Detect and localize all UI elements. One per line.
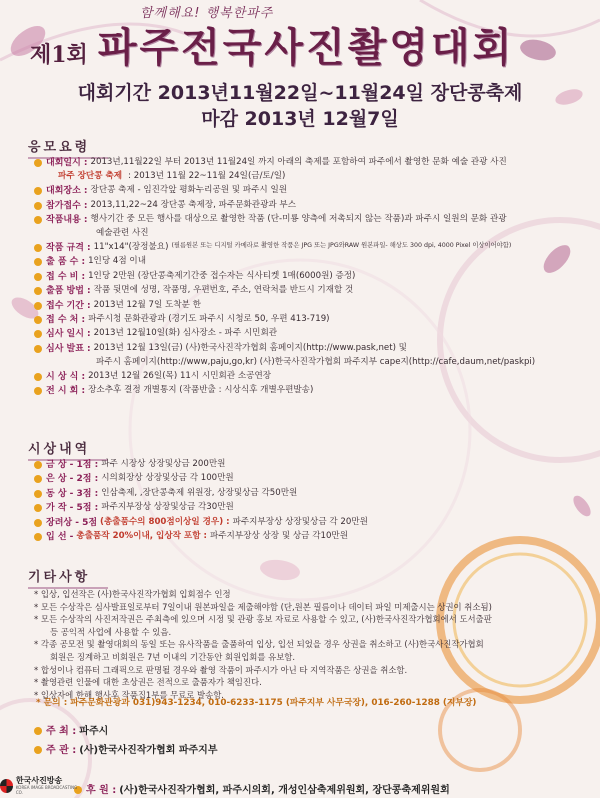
note-item: * 모든 수상작의 사진저작권은 주최측에 있으며 시정 및 관광 홍보 자료로 사용할 수 있고, (사)한국사진작가협회에서 도서출판 <box>34 614 492 625</box>
petal-decoration <box>258 555 302 585</box>
bullet-icon <box>34 461 42 469</box>
item-label: 출 품 수 : <box>46 257 86 268</box>
list-item <box>34 213 582 227</box>
item-value: 파주시 홈페이지(http://www,paju,go,kr) (사)한국사진작가협회 파주지부 cape지(http://cafe,daum,net/paskpi) <box>96 357 536 368</box>
item-label: 은 상 - 2점 : <box>46 474 99 485</box>
item-condition: 총출품작 20%이내, 입상작 포함 : <box>76 530 207 541</box>
note-item: 등 공익적 사업에 사용할 수 있음. <box>50 626 172 637</box>
item-label: 주 관 : <box>46 745 77 756</box>
item-label: 입 선 - <box>46 531 74 542</box>
item-value: 예술관련 사진 <box>96 228 149 239</box>
item-value: 장단콩 축제 - 임진각앞 평화누리공원 및 파주시 일원 <box>90 185 288 196</box>
bullet-icon <box>34 727 42 735</box>
item-label: 금 상 - 1점 : <box>46 460 99 470</box>
bullet-icon <box>34 330 42 338</box>
item-label: 후 원 : <box>86 785 117 796</box>
bullet-icon <box>34 159 42 167</box>
item-value: 작품 뒷면에 성명, 작품명, 우편번호, 주소, 연락처를 반드시 기재할 것 <box>93 285 354 296</box>
ordinal-label: 제1회 <box>30 42 88 68</box>
item-label: 가 작 - 5점 : <box>46 503 99 514</box>
item-label: 대회일시 : <box>46 158 88 168</box>
item-value: 11"x14"(장정불요) <box>93 242 169 253</box>
bullet-icon <box>34 490 42 498</box>
page-title: 파주전국사진촬영대회 <box>97 25 515 71</box>
item-label: 출품 방법 : <box>46 286 91 297</box>
list-item <box>34 241 582 255</box>
bullet-icon <box>34 345 42 353</box>
item-label: 심사 일시 : <box>46 329 91 340</box>
item-value: 2013년 12월 7일 도착분 한 <box>93 299 201 310</box>
item-value: 파주지부장상 상장및상금 각 20만원 <box>232 516 368 527</box>
item-label: 대회장소 : <box>46 186 88 197</box>
list-item <box>34 487 582 501</box>
list-item <box>34 472 582 486</box>
note-item: * 합성이나 컴퓨터 그래픽으로 판명될 경우와 촬영 작품이 파주시가 아닌 타 지역작품은 상권을 취소함. <box>34 664 408 675</box>
note-item: 회원은 징계하고 비회원은 7년 이내의 기간동안 회원입회를 유보함. <box>50 652 296 663</box>
item-value: 파주 시장상 상장및상금 200만원 <box>101 459 226 469</box>
list-item <box>34 384 582 398</box>
logo-text-block <box>16 777 80 795</box>
bullet-icon <box>34 244 42 252</box>
bullet-icon <box>34 387 42 395</box>
item-value: 2013년,11월22일 부터 2013년 11월24일 까지 아래의 축제를 포함하여 파주에서 촬영한 문화 예술 관광 사진 <box>90 157 507 167</box>
note-item: * 모든 수상작은 심사발표일로부터 7일이내 원본파일을 제출해야함 (단,원본 필름이나 데이터 파일 미제출시는 상권이 취소됨) <box>34 601 492 612</box>
list-item <box>34 530 582 544</box>
note-item: * 각종 공모전 및 촬영대회의 동일 또는 유사작품을 출품하여 입상, 입선 되었을 경우 상권을 취소하고 (사)한국사진작가협회 <box>34 639 484 650</box>
item-value: : 2013년 11월 22~11월 24일(금/토/일) <box>128 171 286 182</box>
list-item <box>34 184 582 198</box>
section-heading-guidelines: 응모요령 <box>28 136 108 159</box>
item-label: 참가접수 : <box>46 200 88 211</box>
item-value: 파주지부장상 상장 및 상금 각10만원 <box>209 530 349 541</box>
item-value: 2013,11,22~24 장단콩 축제장, 파주문화관광과 부스 <box>90 199 297 210</box>
item-label: 작품 규격 : <box>46 243 91 254</box>
item-label: 접 수 비 : <box>46 271 86 282</box>
item-label: 접수 기간 : <box>46 300 91 311</box>
bullet-icon <box>34 302 42 310</box>
list-item <box>34 199 582 213</box>
item-value: 시의회장상 상장및상금 각 100만원 <box>101 473 234 484</box>
guidelines-list <box>34 156 582 399</box>
broadcaster-logo <box>0 775 80 797</box>
bullet-icon <box>34 519 42 527</box>
item-label: 파주 장단콩 축제 <box>58 171 123 182</box>
bullet-icon <box>34 533 42 541</box>
item-value: 파주지부장상 상장및상금 각30만원 <box>101 502 234 513</box>
note-item: * 촬영관련 인물에 대한 초상권은 전적으로 출품자가 책임진다. <box>34 677 262 688</box>
bullet-icon <box>34 373 42 381</box>
item-label: 동 상 - 3점 : <box>46 488 99 499</box>
bullet-icon <box>34 316 42 324</box>
list-item <box>34 313 582 327</box>
contest-period: 대회기간 2013년11월22일~11월24일 장단콩축제 <box>77 82 523 104</box>
item-value: 2013년 12월 13일(금) (사)한국사진작가협회 홈페이지(http://www.pask,net) 및 <box>93 342 407 353</box>
item-label: 작품내용 : <box>46 214 88 225</box>
item-value: 장소추후 결정 개별통지 (작품반출 : 시상식후 개별우편발송) <box>88 385 314 396</box>
item-value: 행사기간 중 모든 행사를 대상으로 촬영한 작품 (단-미룡 양측에 저촉되지 않는 작품)과 파주시 일원의 문화 관광 <box>90 213 507 224</box>
section-heading-prizes: 시상내역 <box>28 438 108 461</box>
item-label: 장려상 - 5점 <box>46 517 98 528</box>
list-item <box>34 501 582 515</box>
item-value: 2013년 12월10일(화) 심사장소 - 파주 시민회관 <box>93 328 278 339</box>
contact-info: * 문의 : 파주문화관광과 031)943-1234, 010-6233-1175 (파주지부 사무국장), 016-260-1288 (지부장) <box>36 698 477 708</box>
logo-name: 한국사진방송 <box>15 776 63 785</box>
list-item <box>34 342 582 356</box>
organizer-manager <box>34 741 218 756</box>
petal-decoration <box>518 34 559 65</box>
bullet-icon <box>34 273 42 281</box>
organizer-sponsor <box>74 781 450 796</box>
bullet-icon <box>34 202 42 210</box>
logo-subtitle: KOREA IMAGE BROADCASTING CO. <box>15 785 78 795</box>
note-item: * 입상, 입선작은 (사)한국사진작가협회 입회점수 인정 <box>34 589 231 599</box>
list-item-continued <box>34 356 582 370</box>
item-label: 시 상 식 : <box>46 371 86 382</box>
logo-icon <box>0 779 13 793</box>
item-condition: (총출품수의 800점이상일 경우) : <box>100 516 230 527</box>
item-value: 파주시 <box>79 726 109 737</box>
prizes-list <box>34 458 582 544</box>
list-item <box>34 458 582 472</box>
bullet-icon <box>34 216 42 224</box>
item-value: (사)한국사진작가협회 파주지부 <box>79 745 218 756</box>
item-label: 주 최 : <box>46 726 77 737</box>
list-item <box>34 299 582 313</box>
list-item <box>34 516 582 530</box>
title-row <box>30 16 514 73</box>
item-note: (필름원본 또는 디지털 카메라로 촬영한 작품은 JPG 또는 JPG와RAW 원본파일- 해상도 300 dpi, 4000 Pixel 이상이어야함) <box>171 242 512 250</box>
bullet-icon <box>34 475 42 483</box>
list-item <box>34 255 582 269</box>
item-label: 접 수 처 : <box>46 315 86 326</box>
list-item <box>34 170 582 184</box>
item-value: 1인당 2만원 (장단콩축제기간중 접수자는 식사티켓 1매(6000원) 증정) <box>88 270 356 281</box>
item-value: 2013년 12월 26일(목) 11시 시민회관 소공연장 <box>88 370 272 381</box>
bullet-icon <box>34 287 42 295</box>
list-item <box>34 270 582 284</box>
item-value: 파주시청 문화관광과 (경기도 파주시 시청로 50, 우편 413-719) <box>88 314 330 325</box>
section-heading-notes: 기타사항 <box>28 566 108 589</box>
bullet-icon <box>34 746 42 754</box>
notes-list <box>34 588 574 701</box>
list-item <box>34 284 582 298</box>
list-item <box>34 156 582 170</box>
list-item-continued <box>34 227 582 241</box>
deadline: 마감 2013년 12월7일 <box>201 108 399 130</box>
list-item <box>34 370 582 384</box>
bullet-icon <box>34 187 42 195</box>
item-label: 심사 발표 : <box>46 343 91 354</box>
note-item: * 입상자에 한해 행사후 작품집1부를 무료로 발송함. <box>34 689 224 700</box>
bullet-icon <box>34 258 42 266</box>
item-value: 인삼축제, ,장단콩축제 위원장, 상장및상금 각50만원 <box>101 487 298 498</box>
item-label: 전 시 회 : <box>46 386 86 397</box>
organizer-host <box>34 722 108 737</box>
item-value: (사)한국사진작가협회, 파주시의회, 개성인삼축제위원회, 장단콩축제위원회 <box>119 785 450 796</box>
item-value: 1인당 4점 이내 <box>88 256 147 267</box>
slogan: 함께해요! 행복한파주 <box>140 6 274 21</box>
list-item <box>34 327 582 341</box>
bullet-icon <box>34 504 42 512</box>
